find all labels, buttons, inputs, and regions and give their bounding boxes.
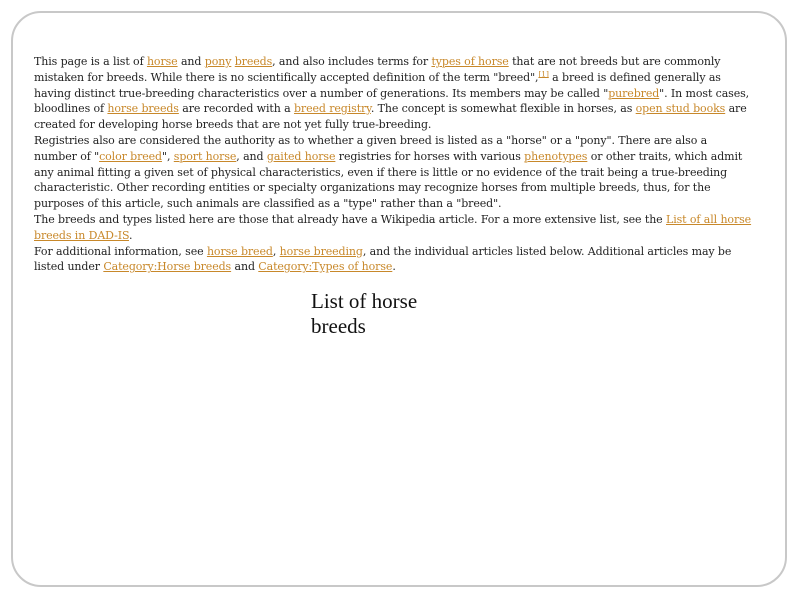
text-run: , xyxy=(272,244,280,258)
intro-paragraph-3 xyxy=(34,212,752,244)
link-color-breed[interactable]: color breed xyxy=(99,149,163,163)
text-run: are recorded with a xyxy=(178,102,294,116)
text-run: that are not breeds but are commonly mistaken for breeds. While there is no scientifically accepted definition of the term "breed", xyxy=(34,55,721,84)
text-run: and xyxy=(177,55,205,68)
link-breed-registry[interactable]: breed registry xyxy=(293,102,371,116)
page-title: List of horse breeds xyxy=(311,289,418,338)
slide xyxy=(11,11,787,587)
text-run: Registries also are considered the authority as to whether a given breed is listed as a "horse" or a "pony". There are also a number of " xyxy=(34,133,708,163)
text-run: or other traits, which admit any animal fitting a given set of physical characteristics, even if there is little or no evidence of the trait being a true-breeding characteristic. Other recording entities or specialty organizations may recognize horses from multiple breeds, thus, for the purposes of this article, such animals are classified as a "type" rather than a "breed". xyxy=(34,149,743,211)
link-open-stud-books[interactable]: open stud books xyxy=(635,102,726,116)
link-dad-is-list[interactable]: List of all horse breeds in DAD-IS xyxy=(34,212,752,242)
link-pony[interactable]: pony xyxy=(204,55,232,68)
text-run: . xyxy=(129,228,133,242)
link-sport-horse[interactable]: sport horse xyxy=(173,149,237,163)
text-run: . xyxy=(392,260,396,274)
link-gaited-horse[interactable]: gaited horse xyxy=(266,149,336,163)
text-run: a breed is defined generally as having distinct true-breeding characteristics over a number of generations. Its members may be called " xyxy=(34,70,721,100)
link-horse[interactable]: horse xyxy=(146,55,178,68)
text-run: ", xyxy=(162,149,174,163)
intro-paragraph-2 xyxy=(34,133,752,212)
link-horse-breeding[interactable]: horse breeding xyxy=(279,244,363,258)
intro-paragraph-1 xyxy=(34,54,752,133)
text-run: , and the individual articles listed below. Additional articles may be listed under xyxy=(34,244,732,274)
link-types-of-horse[interactable]: types of horse xyxy=(431,55,509,68)
link-phenotypes[interactable]: phenotypes xyxy=(524,149,588,163)
text-run: and xyxy=(231,260,259,274)
link-horse-breeds[interactable]: horse breeds xyxy=(107,102,179,116)
link-horse-breed[interactable]: horse breed xyxy=(206,244,273,258)
link-breeds[interactable]: breeds xyxy=(234,55,273,68)
link-category-types-of-horse[interactable]: Category:Types of horse xyxy=(258,260,393,274)
text-run: ". In most cases, bloodlines of xyxy=(34,86,750,116)
link-category-horse-breeds[interactable]: Category:Horse breeds xyxy=(103,260,232,274)
text-run: , and also includes terms for xyxy=(272,55,432,68)
link-purebred[interactable]: purebred xyxy=(608,86,660,100)
text-run: The breeds and types listed here are those that already have a Wikipedia article. For a more extensive list, see the xyxy=(34,212,666,226)
text-run: , and xyxy=(236,149,267,163)
article-intro xyxy=(34,54,752,275)
text-run: This page is a list of xyxy=(34,55,147,68)
text-run: are created for developing horse breeds that are not yet fully true-breeding. xyxy=(34,102,747,132)
reference-1-link[interactable]: [1] xyxy=(538,69,549,79)
intro-paragraph-4 xyxy=(34,244,752,276)
text-run: For additional information, see xyxy=(34,244,207,258)
text-run: . The concept is somewhat flexible in horses, as xyxy=(370,102,636,116)
text-run: registries for horses with various xyxy=(335,149,525,163)
